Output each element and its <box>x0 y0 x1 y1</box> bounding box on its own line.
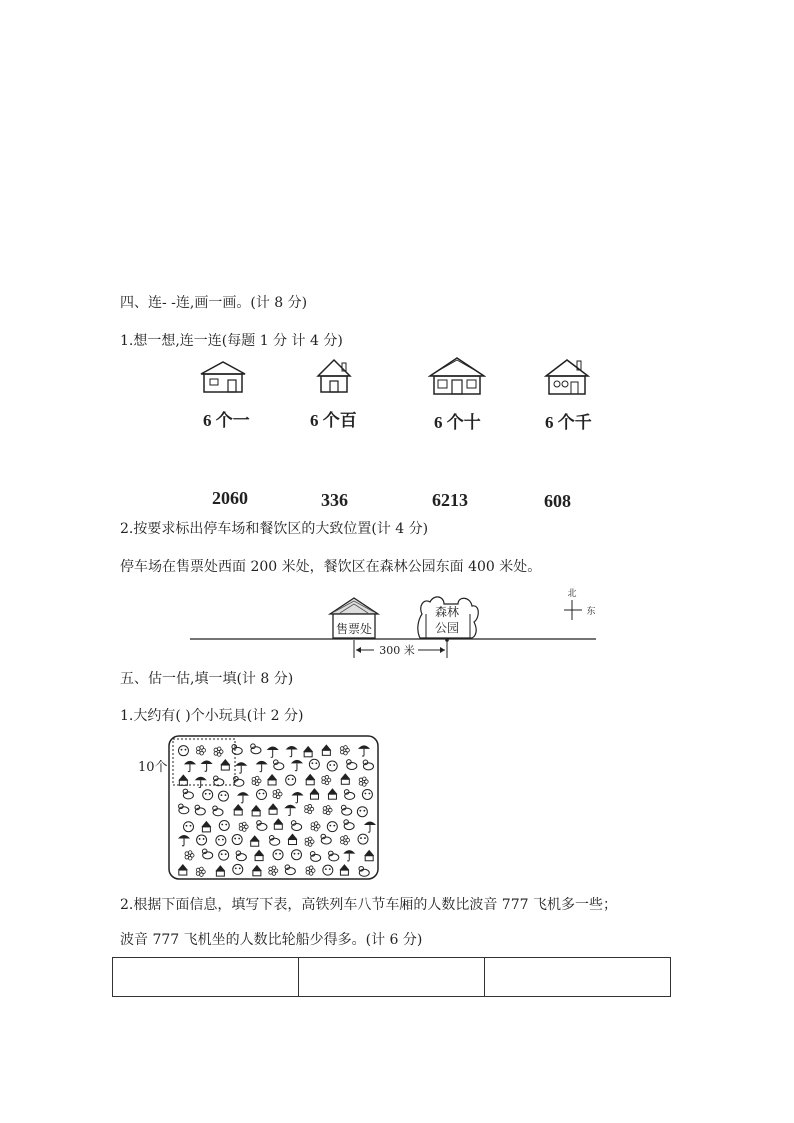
table-cell[interactable] <box>485 958 671 997</box>
toy-box <box>168 735 380 881</box>
house-label: 6 个百 <box>310 411 357 430</box>
house-icon <box>543 358 591 396</box>
house-icon <box>428 356 486 396</box>
forest-park-icon <box>418 597 478 638</box>
q2-prompt: 2.按要求标出停车场和餐饮区的大致位置(计 4 分) <box>120 521 429 537</box>
q1-prompt: 1.想一想,连一连(每题 1 分 计 4 分) <box>120 333 343 349</box>
number-option[interactable]: 336 <box>321 490 348 510</box>
compass-icon <box>564 587 596 620</box>
distance-label: 300 米 <box>379 644 415 657</box>
table-cell[interactable] <box>113 958 299 997</box>
number-option[interactable]: 6213 <box>432 490 468 510</box>
distance-marker <box>354 638 449 658</box>
ticket-office-icon <box>330 598 378 638</box>
q2-info-line1: 2.根据下面信息，填写下表，高铁列车八节车厢的人数比波音 777 飞机多一些； <box>120 897 617 913</box>
house-label: 6 个一 <box>203 411 250 430</box>
section4-heading: 四、连- -连,画一画。(计 8 分) <box>120 295 308 311</box>
ticket-office-label: 售票处 <box>335 622 373 636</box>
q1-estimate-prompt: 1.大约有( )个小玩具(计 2 分) <box>120 708 304 724</box>
house-icon <box>314 358 354 394</box>
park-label-line2: 公园 <box>434 621 460 635</box>
sample-count-label: 10个 <box>138 760 168 775</box>
park-label-line1: 森林 <box>434 605 460 619</box>
section5-heading: 五、估一估,填一填(计 8 分) <box>120 671 294 687</box>
q2-info-line2: 波音 777 飞机坐的人数比轮船少得多。(计 6 分) <box>120 932 423 948</box>
house-icon <box>198 360 248 394</box>
location-map[interactable] <box>188 584 600 660</box>
house-label: 6 个十 <box>434 413 481 432</box>
answer-table <box>112 957 671 997</box>
number-option[interactable]: 608 <box>544 491 571 511</box>
compass-east: 东 <box>586 607 596 617</box>
compass-north: 北 <box>567 589 577 599</box>
number-option[interactable]: 2060 <box>212 488 248 508</box>
q2-description: 停车场在售票处西面 200 米处，餐饮区在森林公园东面 400 米处。 <box>120 559 542 575</box>
house-label: 6 个千 <box>545 413 592 432</box>
table-cell[interactable] <box>299 958 485 997</box>
